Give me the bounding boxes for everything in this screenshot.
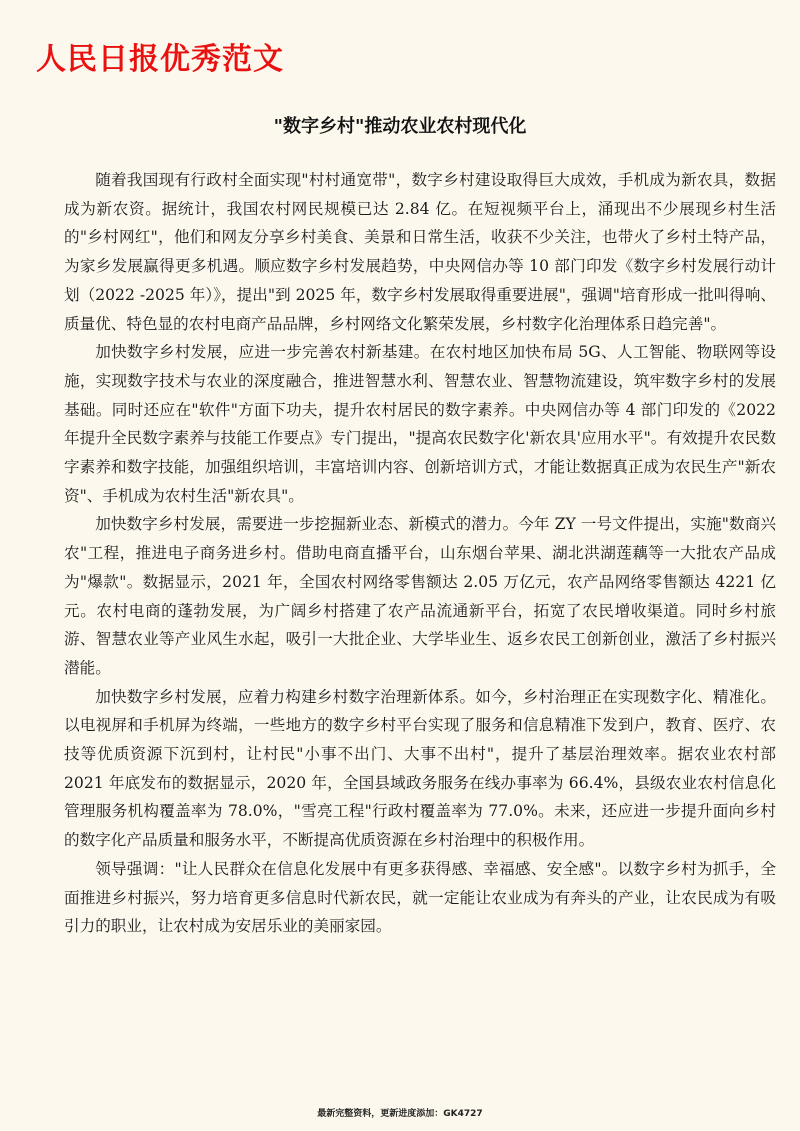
paragraph: 加快数字乡村发展，需要进一步挖掘新业态、新模式的潜力。今年 ZY 一号文件提出，实施"数商兴农"工程，推进电子商务进乡村。借助电商直播平台，山东烟台苹果、湖北洪湖莲藕等一大批农产品成为"爆款"。数据显示，2021 年，全国农村网络零售额达 2.05 万亿元，农产品网络零售额达 4221 亿元。农村电商的蓬勃发展，为广阔乡村搭建了农产品流通新平台，拓宽了农民增收渠道。同时乡村旅游、智慧农业等产业风生水起，吸引一大批企业、大学毕业生、返乡农民工创新创业，激活了乡村振兴潜能。 bbox=[64, 515, 776, 677]
paragraph: 加快数字乡村发展，应进一步完善农村新基建。在农村地区加快布局 5G、人工智能、物联网等设施，实现数字技术与农业的深度融合，推进智慧水利、智慧农业、智慧物流建设，筑牢数字乡村的发展基础。同时还应在"软件"方面下功夫，提升农村居民的数字素养。中央网信办等 4 部门印发的《2022 年提升全民数字素养与技能工作要点》专门提出，"提高农民数字化'新农具'应用水平"。有效提升农民数字素养和数字技能，加强组织培训，丰富培训内容、创新培训方式，才能让数据真正成为农民生产"新农资"、手机成为农村生活"新农具"。 bbox=[64, 343, 776, 505]
paragraph: 随着我国现有行政村全面实现"村村通宽带"，数字乡村建设取得巨大成效，手机成为新农具，数据成为新农资。据统计，我国农村网民规模已达 2.84 亿。在短视频平台上，涌现出不少展现乡村生活的"乡村网红"，他们和网友分享乡村美食、美景和日常生活，收获不少关注，也带火了乡村土特产品，为家乡发展赢得更多机遇。顺应数字乡村发展趋势，中央网信办等 10 部门印发《数字乡村发展行动计划（2022 -2025 年）》，提出"到 2025 年，数字乡村发展取得重要进展"，强调"培育形成一批叫得响、质量优、特色显的农村电商产品品牌，乡村网络文化繁荣发展，乡村数字化治理体系日趋完善"。 bbox=[64, 171, 776, 333]
footer-note: 最新完整资料，更新进度添加：GK4727 bbox=[317, 1109, 483, 1119]
article-title: "数字乡村"推动农业农村现代化 bbox=[273, 116, 527, 137]
banner-title: 人民日报优秀范文 bbox=[36, 42, 284, 77]
paragraph: 领导强调："让人民群众在信息化发展中有更多获得感、幸福感、安全感"。以数字乡村为抓手，全面推进乡村振兴，努力培育更多信息时代新农民，就一定能让农业成为有奔头的产业，让农民成为有吸引力的职业，让农村成为安居乐业的美丽家园。 bbox=[64, 859, 776, 936]
article-body bbox=[64, 166, 776, 941]
paragraph: 加快数字乡村发展，应着力构建乡村数字治理新体系。如今，乡村治理正在实现数字化、精准化。以电视屏和手机屏为终端，一些地方的数字乡村平台实现了服务和信息精准下发到户，教育、医疗、农技等优质资源下沉到村，让村民"小事不出门、大事不出村"，提升了基层治理效率。据农业农村部 2021 年底发布的数据显示，2020 年，全国县域政务服务在线办事率为 66.4%，县级农业农村信息化管理服务机构覆盖率为 78.0%，"雪亮工程"行政村覆盖率为 77.0%。未来，还应进一步提升面向乡村的数字化产品质量和服务水平，不断提高优质资源在乡村治理中的积极作用。 bbox=[64, 687, 776, 850]
